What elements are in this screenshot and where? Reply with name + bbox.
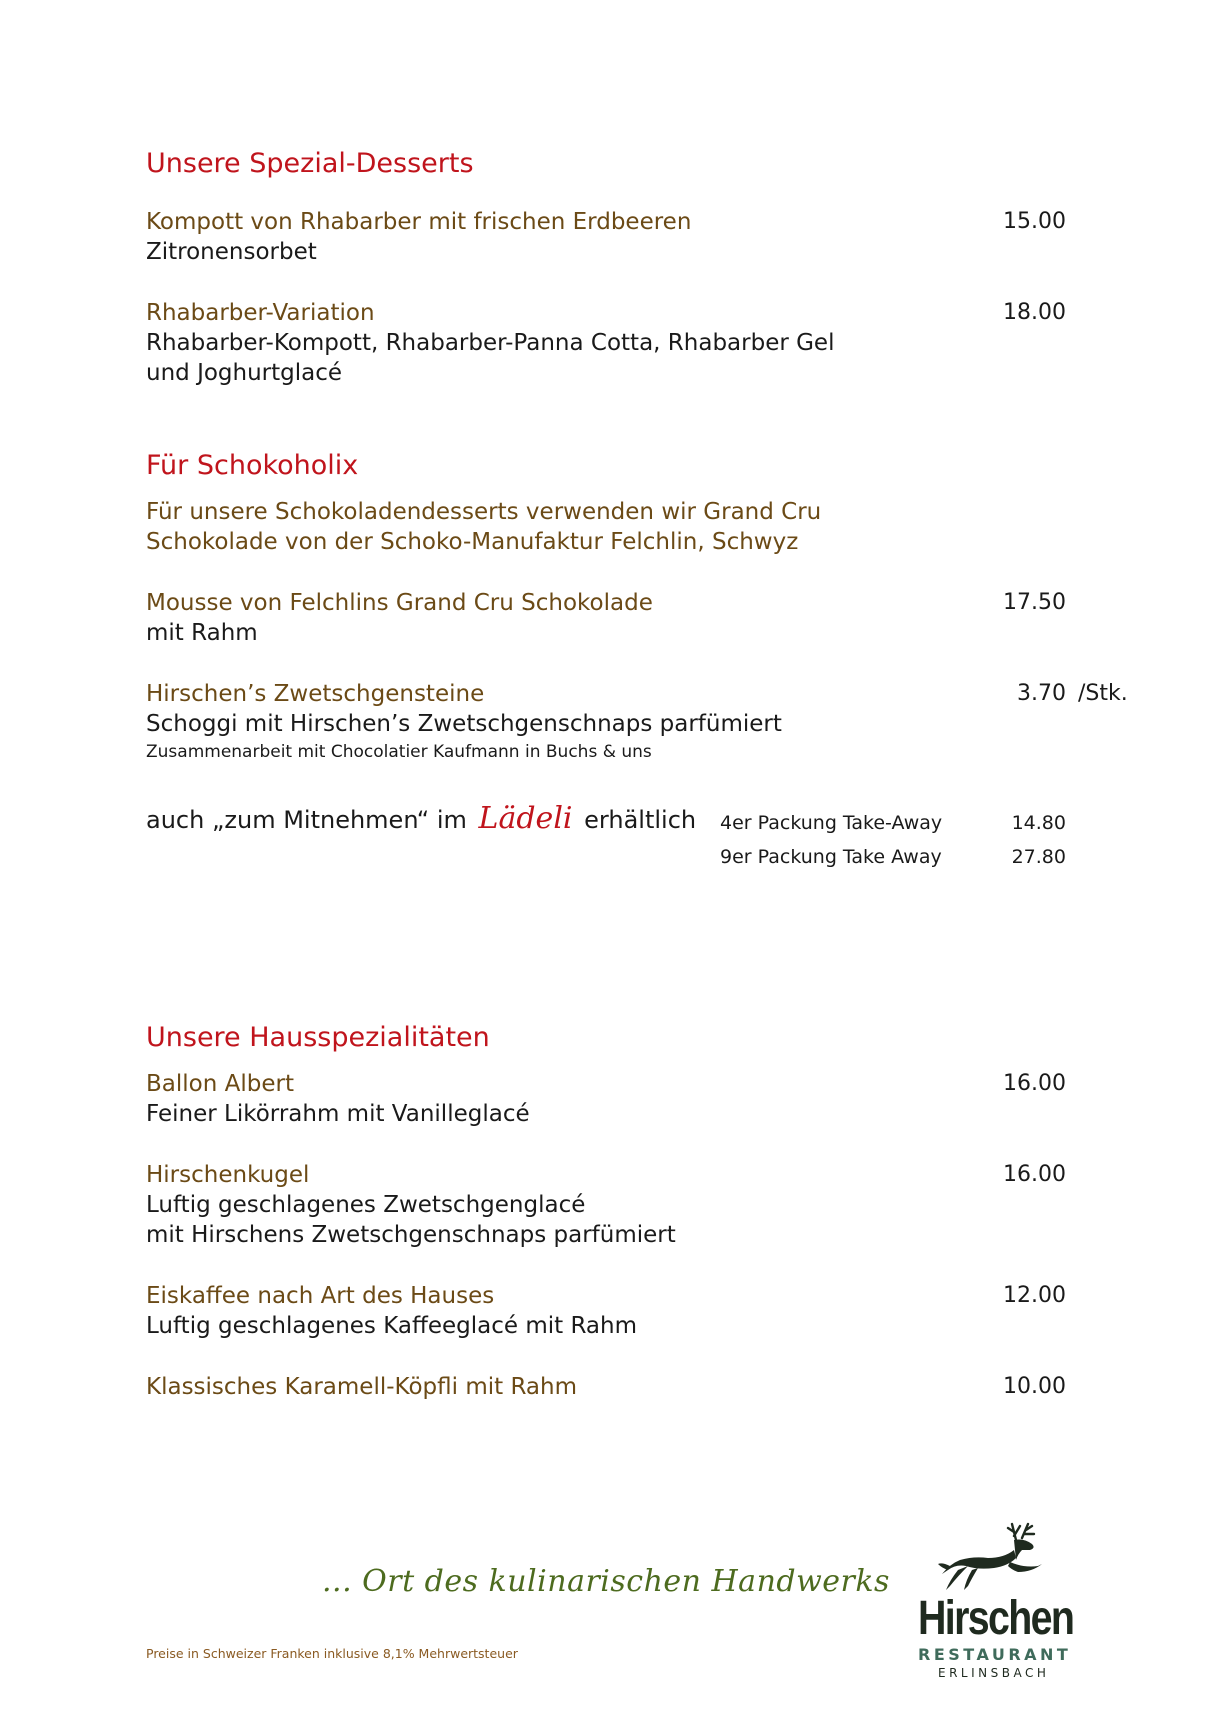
pack-price: 14.80 — [1011, 812, 1066, 834]
item-desc: Luftig geschlagenes Kaffeeglacé mit Rahm — [146, 1313, 637, 1339]
item-title: Eiskaffee nach Art des Hauses — [146, 1283, 495, 1309]
pack-label: 4er Packung Take-Away — [720, 812, 943, 834]
item-price: 12.00 — [1003, 1283, 1066, 1308]
item-desc: mit Hirschens Zwetschgenschnaps parfümiert — [146, 1222, 676, 1248]
item-price: 16.00 — [1003, 1162, 1066, 1187]
leaping-deer-icon — [928, 1520, 1058, 1592]
item-price: 3.70 — [1017, 681, 1066, 706]
item-desc: Rhabarber-Kompott, Rhabarber-Panna Cotta, Rhabarber Gel — [146, 330, 835, 356]
item-price: 16.00 — [1003, 1071, 1066, 1096]
section-heading-spezial: Unsere Spezial-Desserts — [146, 148, 474, 179]
price-note: Preise in Schweizer Franken inklusive 8,1% Mehrwertsteuer — [146, 1646, 518, 1661]
slogan: ... Ort des kulinarischen Handwerks — [322, 1564, 890, 1599]
item-price: 10.00 — [1003, 1374, 1066, 1399]
item-title: Mousse von Felchlins Grand Cru Schokolade — [146, 590, 653, 616]
section-intro: Schokolade von der Schoko-Manufaktur Felchlin, Schwyz — [146, 529, 799, 555]
item-desc: mit Rahm — [146, 620, 258, 646]
takeaway-line — [146, 802, 696, 837]
item-title: Rhabarber-Variation — [146, 300, 375, 326]
item-note: Zusammenarbeit mit Chocolatier Kaufmann in Buchs & uns — [146, 742, 652, 762]
logo-location: ERLINSBACH — [938, 1666, 1050, 1680]
section-heading-schoko: Für Schokoholix — [146, 450, 359, 481]
item-price: 18.00 — [1003, 300, 1066, 325]
item-title: Kompott von Rhabarber mit frischen Erdbeeren — [146, 209, 692, 235]
item-title: Hirschenkugel — [146, 1162, 310, 1188]
shop-name: Lädeli — [478, 801, 573, 836]
section-heading-haus: Unsere Hausspezialitäten — [146, 1022, 490, 1053]
item-desc: Luftig geschlagenes Zwetschgenglacé — [146, 1192, 586, 1218]
logo-name: Hirschen — [918, 1592, 1074, 1645]
takeaway-before: auch „zum Mitnehmen“ im — [146, 806, 467, 834]
item-title: Klassisches Karamell-Köpfli mit Rahm — [146, 1374, 578, 1400]
item-desc: Schoggi mit Hirschen’s Zwetschgenschnaps parfümiert — [146, 711, 782, 737]
takeaway-after: erhältlich — [584, 806, 697, 834]
pack-label: 9er Packung Take Away — [720, 846, 942, 868]
hirschen-logo — [918, 1520, 1074, 1680]
logo-subtitle: RESTAURANT — [918, 1645, 1072, 1664]
item-title: Hirschen’s Zwetschgensteine — [146, 681, 485, 707]
item-price: 15.00 — [1003, 209, 1066, 234]
item-desc: Zitronensorbet — [146, 239, 317, 265]
item-desc: und Joghurtglacé — [146, 360, 343, 386]
pack-price: 27.80 — [1011, 846, 1066, 868]
item-desc: Feiner Likörrahm mit Vanilleglacé — [146, 1101, 530, 1127]
item-title: Ballon Albert — [146, 1071, 294, 1097]
item-unit: /Stk. — [1078, 681, 1128, 706]
section-intro: Für unsere Schokoladendesserts verwenden wir Grand Cru — [146, 499, 822, 525]
item-price: 17.50 — [1003, 590, 1066, 615]
